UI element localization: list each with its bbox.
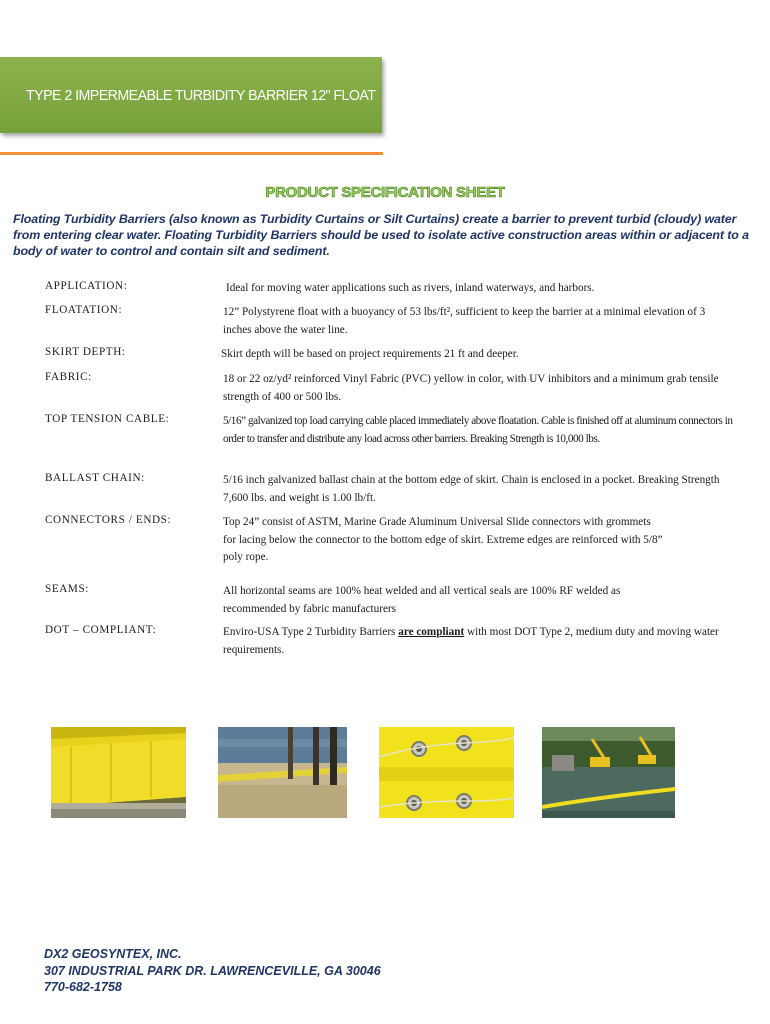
spec-label: CONNECTORS / ENDS: — [45, 514, 172, 526]
spec-label: TOP TENSION CABLE: — [45, 413, 170, 425]
intro-paragraph: Floating Turbidity Barriers (also known as Turbidity Curtains or Silt Curtains) create a barrier to prevent turbid (cloudy) water from entering clear water. Floating Turbidity Barriers should be used to isolate active construction areas within or adjacent to a body of water to control and contain silt and sediment. — [13, 212, 749, 258]
spec-value: 5/16 inch galvanized ballast chain at the bottom edge of skirt. Chain is enclosed in a pocket. Breaking Strength 7,600 lbs. and weight is 1.00 lb/ft. — [223, 474, 720, 504]
spec-value: Ideal for moving water applications such as rivers, inland waterways, and harbors. — [226, 282, 595, 294]
photo-installation-site — [542, 727, 675, 818]
spec-value: All horizontal seams are 100% heat welded and all vertical seals are 100% RF welded as recommended by fabric manufacturers — [223, 585, 621, 615]
spec-value: Skirt depth will be based on project requirements 21 ft and deeper. — [221, 348, 519, 360]
spec-label: DOT – COMPLIANT: — [45, 624, 157, 636]
accent-divider — [0, 152, 383, 155]
spec-value: Enviro-USA Type 2 Turbidity Barriers are compliant with most DOT Type 2, medium duty and moving water requirements. — [223, 626, 719, 656]
photo-barrier-on-water — [218, 727, 347, 818]
compliance-emphasis: are compliant — [398, 626, 465, 638]
title-banner — [0, 57, 382, 133]
spec-label: FABRIC: — [45, 371, 92, 383]
company-phone: 770-682-1758 — [44, 980, 122, 994]
spec-label: FLOATATION: — [45, 304, 123, 316]
spec-label: SEAMS: — [45, 583, 90, 595]
spec-value: Top 24” consist of ASTM, Marine Grade Aluminum Universal Slide connectors with grommets for lacing below the connector to the bottom edge of skirt. Extreme edges are reinforced with 5/8” poly rope. — [223, 516, 663, 563]
photo-barrier-panel — [51, 727, 186, 818]
spec-value: 12” Polystyrene float with a buoyancy of 53 lbs/ft², sufficient to keep the barrier at a minimal elevation of 3 inches above the water line. — [223, 306, 706, 336]
company-name: DX2 GEOSYNTEX, INC. — [44, 947, 182, 961]
spec-label: BALLAST CHAIN: — [45, 472, 145, 484]
spec-value: 5/16” galvanized top load carrying cable placed immediately above floatation. Cable is finished off at aluminum connectors in order to transfer and distribute any load across other barriers. Breaking Strength is 10,000 lbs. — [223, 415, 733, 445]
photo-grommet-detail — [379, 727, 514, 818]
spec-label: APPLICATION: — [45, 280, 128, 292]
company-footer — [44, 946, 381, 996]
company-address: 307 INDUSTRIAL PARK DR. LAWRENCEVILLE, GA 30046 — [44, 963, 381, 978]
sheet-title: PRODUCT SPECIFICATION SHEET — [265, 184, 505, 201]
spec-label: SKIRT DEPTH: — [45, 346, 126, 358]
banner-title: TYPE 2 IMPERMEABLE TURBIDITY BARRIER 12" FLOAT — [26, 87, 376, 104]
spec-value: 18 or 22 oz/yd² reinforced Vinyl Fabric (PVC) yellow in color, with UV inhibitors and a minimum grab tensile strength of 400 or 500 lbs. — [223, 373, 719, 403]
